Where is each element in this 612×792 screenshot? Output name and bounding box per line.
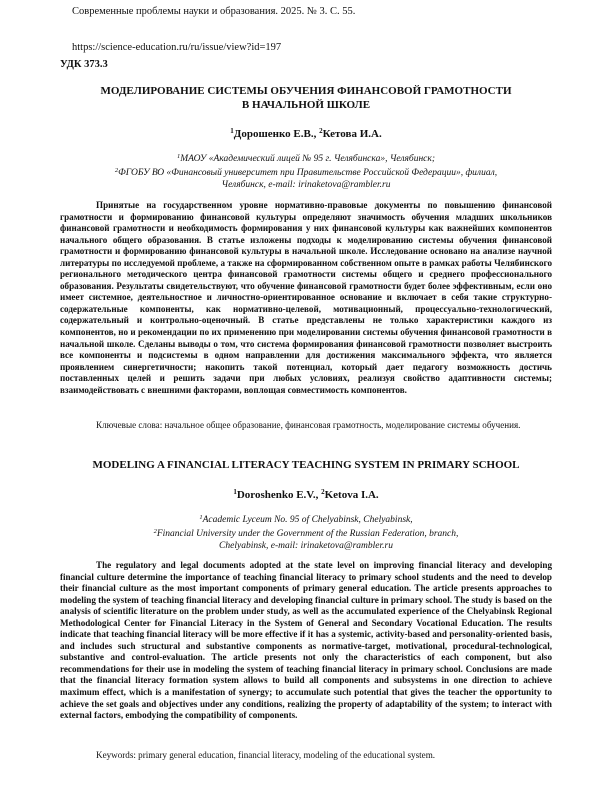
ru-author1-sup: 1 <box>230 127 234 135</box>
udk-code: УДК 373.3 <box>60 59 108 70</box>
ru-author2-sup: 2 <box>319 127 323 135</box>
en-author2-sup: 2 <box>321 488 325 496</box>
ru-title-line2: В НАЧАЛЬНОЙ ШКОЛЕ <box>241 99 371 111</box>
ru-title-line1: МОДЕЛИРОВАНИЕ СИСТЕМЫ ОБУЧЕНИЯ ФИНАНСОВОЙ ГРАМОТНОСТИ <box>100 85 512 97</box>
ru-affil-line3: Челябинск, e-mail: irinaketova@rambler.ru <box>221 180 391 190</box>
en-authors <box>60 486 552 502</box>
en-affil1: Academic Lyceum No. 95 of Chelyabinsk, Chelyabinsk, <box>202 515 413 525</box>
en-affil2: Financial University under the Government of the Russian Federation, branch, <box>156 529 459 539</box>
en-keywords: Keywords: primary general education, financial literacy, modeling of the educational system. <box>96 750 436 760</box>
en-author1: Doroshenko E.V., <box>236 489 322 501</box>
en-affil-line1 <box>60 512 552 526</box>
en-affil-line3: Chelyabinsk, e-mail: irinaketova@rambler.ru <box>219 541 393 551</box>
ru-affil-line2 <box>60 165 552 179</box>
en-affil2-sup: 2 <box>153 528 157 535</box>
ru-affiliations <box>60 151 552 191</box>
ru-abstract: Принятые на государственном уровне нормативно-правовые документы по повышению финансовой грамотности и формированию финансовой культуры определяют значимость обучения младших школьников финансовой грамотности и необходимость формирования у них финансовой культуры как важнейших компонентов начального общего образования. В статье изложены подходы к моделированию системы обучения финансовой грамотности и формированию финансовой культуры в начальной школе. Исследование основано на анализе научной литературы по исследуемой проблеме, а также на сформированном собственном опыте в рамках работы Челябинского регионального методического центра финансовой грамотности системы общего и среднего профессионального образования. Результаты свидетельствуют, что обучение финансовой грамотности будет более эффективным, если оно имеет системное, деятельностное и личностно-ориентированное основание и включает в себя такие структурно-содержательные компоненты, как нормативно-целевой, мотивационный, процессуально-технологический, содержательный и контрольно-оценочный. В статье представлены не только характеристики каждого из компонентов, но и рекомендации по их применению при моделировании системы обучения финансовой грамотности в начальной школе. Сделаны выводы о том, что система формирования финансовой грамотности позволяет выстроить все компоненты и подсистемы в одном направлении для достижения максимального эффекта, что является проявлением синергетичности; накопить такой потенциал, который дает педагогу возможность достичь поставленных целей и решить задачи при любых условиях, реализуя свойство адаптивности системы; взаимодействовать с внешними факторами, воплощая совместимость компонентов. <box>60 200 552 395</box>
ru-affil-line1 <box>60 151 552 165</box>
ru-affil1: МАОУ «Академический лицей № 95 г. Челябинска», Челябинск; <box>180 154 435 164</box>
en-affil1-sup: 1 <box>199 514 203 521</box>
en-author1-sup: 1 <box>233 488 237 496</box>
en-affil-line2 <box>60 526 552 540</box>
ru-affil2-sup: 2 <box>114 167 119 174</box>
ru-author1: Дорошенко Е.В., <box>233 128 320 140</box>
ru-author2: Кетова И.А. <box>322 128 382 140</box>
ru-affil1-sup: 1 <box>177 153 181 160</box>
en-author2: Ketova I.A. <box>324 489 379 501</box>
en-abstract: The regulatory and legal documents adopted at the state level on improving financial literacy and developing financial culture determine the importance of teaching financial literacy to primary school students and the need to develop their financial culture as the most important components of primary general education. The article presents approaches to modeling the system of teaching financial literacy and developing financial culture in primary school. The study is based on the analysis of scientific literature on the problem under study, as well as the accumulated experience of the Chelyabinsk Regional Methodological Center for Financial Literacy in the System of General and Secondary Vocational Education. The results indicate that teaching financial literacy will be more effective if it has a systemic, activity-based and personality-oriented basis, and includes such structural and substantive components as normative-target, motivational, procedural-technological, substantive and control-evaluation. The article presents not only the characteristics of each component, but also recommendations for their use in modeling the system of teaching financial literacy in primary school. Conclusions are made that the financial literacy formation system allows to build all components and subsystems in one direction to achieve maximum effect, which is a manifestation of synergy; to accumulate such potential that gives the teacher the opportunity to achieve the set goals and objectives under any conditions, realizing the property of adaptability of the system; to interact with external factors, embodying the compatibility of components. <box>60 560 552 721</box>
journal-citation: Современные проблемы науки и образования. 2025. № 3. С. 55. <box>72 6 356 17</box>
ru-title <box>60 84 552 112</box>
issue-url: https://science-education.ru/ru/issue/view?id=197 <box>72 42 282 53</box>
ru-affil2: ФГОБУ ВО «Финансовый университет при Правительстве Российской Федерации», филиал, <box>118 168 498 178</box>
ru-keywords: Ключевые слова: начальное общее образование, финансовая грамотность, моделирование системы обучения. <box>96 420 521 430</box>
en-title: MODELING A FINANCIAL LITERACY TEACHING SYSTEM IN PRIMARY SCHOOL <box>92 459 520 471</box>
ru-authors <box>60 125 552 141</box>
en-affiliations <box>60 512 552 552</box>
